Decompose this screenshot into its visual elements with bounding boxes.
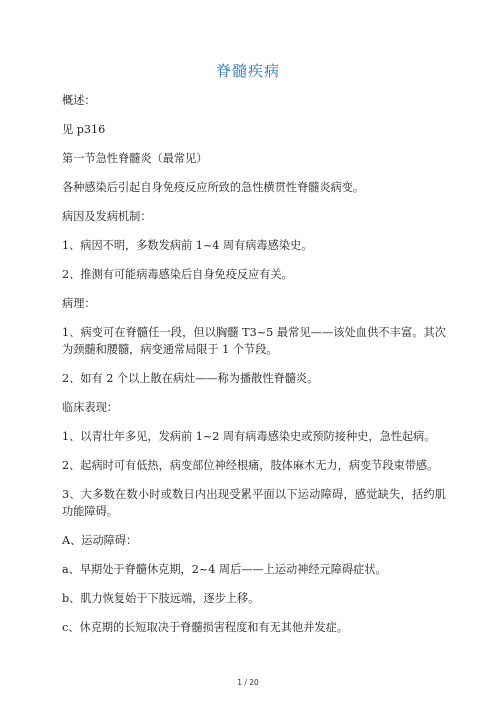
paragraph: 临床表现： [62, 401, 118, 414]
paragraph: 2、推测有可能病毒感染后自身免疫反应有关。 [62, 268, 293, 281]
paragraph: 3、大多数在数小时或数日内出现受累平面以下运动障碍，感觉缺失，括约肌功能障碍。 [62, 488, 446, 518]
paragraph: 2、如有 2 个以上散在病灶——称为播散性脊髓炎。 [62, 372, 319, 385]
paragraph: 2、起病时可有低热，病变部位神经根痛，肢体麻木无力，病变节段束带感。 [62, 459, 439, 472]
paragraph: A、运动障碍： [62, 534, 138, 547]
paragraph: 1、病因不明，多数发病前 1~4 周有病毒感染史。 [62, 239, 313, 252]
paragraph: 1、以青壮年多见，发病前 1~2 周有病毒感染史或预防接种史，急性起病。 [62, 430, 436, 443]
paragraph: c、休克期的长短取决于脊髓损害程度和有无其他并发症。 [62, 621, 348, 634]
paragraph: 1、病变可在脊髓任一段，但以胸髓 T3~5 最常见——该处血供不丰富。其次为颈髓和腰髓，病变通常局限于 1 个节段。 [62, 326, 446, 356]
document-body [62, 92, 446, 648]
document-title: 脊髓疾病 [215, 62, 280, 80]
paragraph: 病理： [62, 297, 96, 310]
paragraph: 见 p316 [62, 123, 106, 136]
paragraph: 病因及发病机制： [62, 210, 152, 223]
paragraph: 第一节急性脊髓炎（最常见） [62, 152, 208, 165]
paragraph: 概述： [62, 94, 96, 107]
paragraph: 各种感染后引起自身免疫反应所致的急性横贯性脊髓炎病变。 [62, 181, 365, 194]
page-number: 1 / 20 [237, 678, 259, 687]
paragraph: a、早期处于脊髓休克期，2~4 周后——上运动神经元障碍症状。 [62, 563, 387, 576]
paragraph: b、肌力恢复始于下肢远端，逐步上移。 [62, 592, 260, 605]
